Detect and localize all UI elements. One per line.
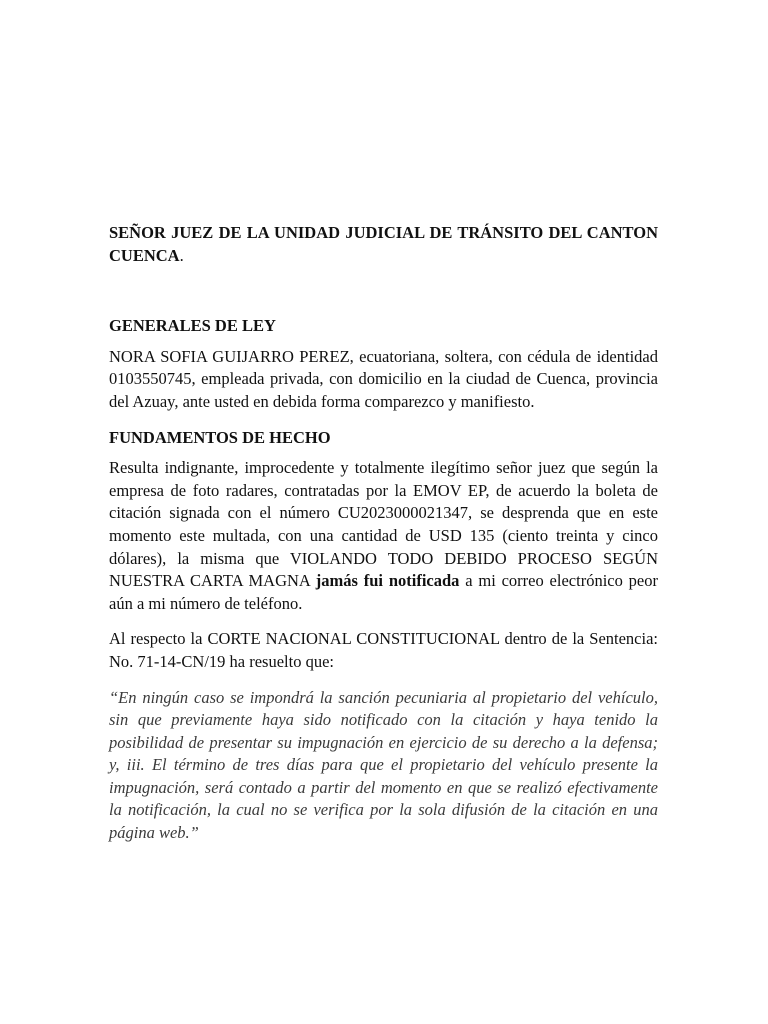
paragraph-sentencia: Al respecto la CORTE NACIONAL CONSTITUCIONAL dentro de la Sentencia: No. 71-14-CN/19 ha resuelto que: <box>109 629 658 671</box>
section-heading-generales: GENERALES DE LEY <box>109 316 276 336</box>
section-heading-fundamentos: FUNDAMENTOS DE HECHO <box>109 427 331 447</box>
paragraph-fundamentos-end: a mi correo electrónico peor aún a mi número de teléfono. <box>109 571 658 613</box>
paragraph-fundamentos-text: Resulta indignante, improcedente y totalmente ilegítimo señor juez que según la empresa de foto radares, contratadas por la EMOV EP, de acuerdo la boleta de citación signada con el número CU2023000021347, se desprenda que en este momento este multada, con una cantidad de USD 135 (ciento treinta y cinco dólares), la misma que VIOLANDO TODO DEBIDO PROCESO SEGÚN NUESTRA CARTA MAGNA <box>109 458 658 591</box>
document-title <box>109 222 658 267</box>
sentencia-quote: “En ningún caso se impondrá la sanción pecuniaria al propietario del vehículo, sin que previamente haya sido notificado con la citación y haya tenido la posibilidad de presentar su impugnación en ejercicio de su derecho a la defensa; y, iii. El término de tres días para que el propietario del vehículo presente la impugnación, será contado a partir del momento en que se realizó efectivamente la notificación, la cual no se verifica por la sola difusión de la citación en una página web.” <box>109 687 658 843</box>
document-page <box>109 222 658 845</box>
document-title-text: SEÑOR JUEZ DE LA UNIDAD JUDICIAL DE TRÁNSITO DEL CANTON CUENCA <box>109 223 658 265</box>
paragraph-fundamentos-emphasis: jamás fui notificada <box>315 571 460 591</box>
paragraph-fundamentos <box>109 457 658 615</box>
document-title-period: . <box>179 245 184 265</box>
paragraph-generales: NORA SOFIA GUIJARRO PEREZ, ecuatoriana, soltera, con cédula de identidad 0103550745, empleada privada, con domicilio en la ciudad de Cuenca, provincia del Azuay, ante usted en debida forma comparezco y manifiesto. <box>109 346 658 411</box>
